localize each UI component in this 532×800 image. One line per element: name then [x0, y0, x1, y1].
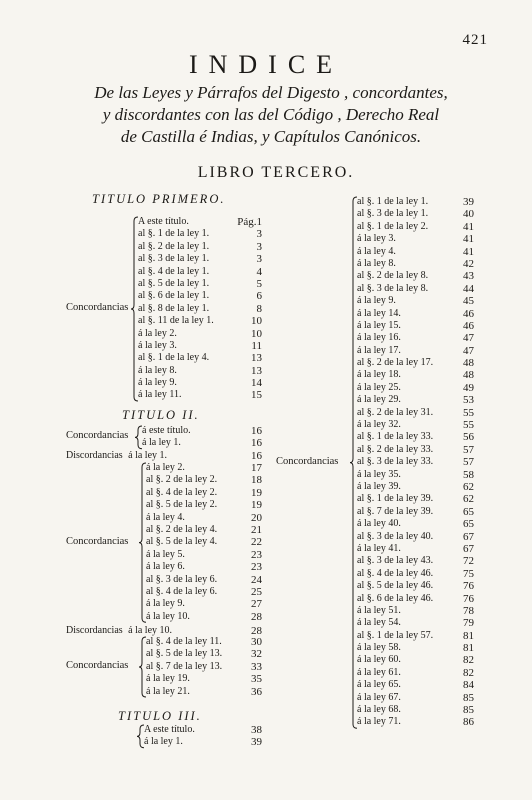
entry-text: á la ley 29.	[357, 394, 401, 406]
brace-glyph	[349, 196, 359, 729]
entry-text: al §. 1 de la ley 1.	[138, 228, 210, 240]
entry-text: al §. 6 de la ley 46.	[357, 592, 434, 604]
entry-text: al §. 8 de la ley 1.	[138, 302, 210, 314]
index-entry	[0, 531, 532, 543]
entry-text: al §. 3 de la ley 1.	[138, 253, 210, 265]
index-entry	[0, 580, 532, 592]
page-ref: 5	[256, 277, 262, 290]
page-ref: 38	[251, 724, 262, 736]
page-ref: 21	[251, 523, 262, 536]
entry-text: á la ley 1.	[142, 437, 181, 449]
index-entry	[0, 382, 532, 394]
entry-text: á la ley 68.	[357, 704, 401, 716]
page-ref: Pág.1	[237, 216, 262, 228]
page-ref: 65	[463, 505, 474, 518]
entry-text: á la ley 17.	[357, 344, 401, 356]
entry-text: á la ley 21.	[146, 685, 190, 697]
entry-text: á la ley 9.	[138, 377, 177, 389]
entry-text: á la ley 5.	[146, 548, 185, 560]
entry-text: á la ley 51.	[357, 604, 401, 616]
index-entry	[0, 593, 532, 605]
entry-text: á la ley 3.	[357, 233, 396, 245]
entry-text: á la ley 1.	[144, 736, 183, 748]
entry-text: al §. 1 de la ley 39.	[357, 493, 434, 505]
entry-text: á la ley 41.	[357, 542, 401, 554]
page-ref: 56	[463, 431, 474, 444]
entry-text: á la ley 32.	[357, 419, 401, 431]
index-entry	[0, 568, 532, 580]
index-entry	[0, 233, 532, 245]
index-entry	[0, 221, 532, 233]
page-ref: 43	[463, 270, 474, 283]
page-ref: 42	[463, 257, 474, 270]
titulo-primero-heading: TITULO PRIMERO.	[92, 192, 226, 206]
index-entry	[0, 407, 532, 419]
page-ref: 33	[251, 660, 262, 673]
titulo-iii-heading: TITULO III.	[118, 709, 202, 723]
page-ref: 85	[463, 691, 474, 704]
entry-text: al §. 4 de la ley 46.	[357, 567, 434, 579]
index-entry	[0, 481, 532, 493]
page-ref: 55	[463, 419, 474, 432]
page-ref: 39	[463, 196, 474, 208]
index-entry	[0, 642, 532, 654]
entry-text: á la ley 54.	[357, 617, 401, 629]
entry-text: al §. 2 de la ley 8.	[357, 270, 429, 282]
page-ref: 46	[463, 319, 474, 332]
entry-text: al §. 4 de la ley 11.	[146, 636, 222, 647]
entry-text: al §. 4 de la ley 1.	[138, 265, 210, 277]
entry-text: al §. 1 de la ley 57.	[357, 629, 434, 641]
entry-text: á la ley 10.	[146, 610, 190, 622]
page-ref: 11	[251, 339, 262, 352]
entry-text: á la ley 2.	[146, 462, 185, 473]
index-entry	[0, 308, 532, 320]
entry-text: al §. 1 de la ley 4.	[138, 352, 210, 364]
index-entry	[0, 543, 532, 555]
index-entry	[0, 617, 532, 629]
entry-text: á la ley 4.	[357, 245, 396, 257]
page-ref: 41	[463, 233, 474, 246]
entry-text: al §. 5 de la ley 46.	[357, 580, 434, 592]
page-ref: 79	[463, 617, 474, 630]
index-entry	[0, 667, 532, 679]
page-ref: 25	[251, 585, 262, 598]
group-label: Concordancias	[66, 535, 129, 547]
index-entry	[0, 704, 532, 716]
entry-text: al §. 2 de la ley 4.	[146, 523, 218, 535]
page-ref: 48	[463, 369, 474, 382]
entry-text: al §. 2 de la ley 2.	[146, 474, 218, 486]
index-entry	[0, 246, 532, 258]
entry-text: al §. 1 de la ley 2.	[357, 220, 429, 232]
page-ref: 46	[463, 307, 474, 320]
entry-text: al §. 2 de la ley 31.	[357, 406, 434, 418]
page-ref: 82	[463, 666, 474, 679]
entry-text: al §. 5 de la ley 13.	[146, 648, 223, 660]
page-ref: 16	[251, 425, 262, 437]
page-ref: 81	[463, 642, 474, 655]
page-ref: 14	[251, 377, 262, 390]
group-label: Concordancias	[66, 302, 129, 313]
page-ref: 20	[251, 511, 262, 524]
page-ref: 10	[251, 315, 262, 328]
page-ref: 40	[463, 208, 474, 221]
index-entry	[0, 630, 532, 642]
index-entry	[0, 394, 532, 406]
entry-text: á la ley 18.	[357, 369, 401, 381]
group-label: Concordancias	[66, 660, 129, 671]
index-entry	[0, 518, 532, 530]
index-entry	[0, 605, 532, 617]
page-ref: 44	[463, 282, 474, 295]
page-ref: 67	[463, 542, 474, 555]
subtitle-line: De las Leyes y Párrafos del Digesto , concordantes,	[94, 83, 448, 102]
entry-text: á la ley 67.	[357, 691, 401, 703]
entry-text: á la ley 4.	[146, 511, 185, 523]
page-ref: 8	[256, 302, 262, 315]
entry-text: al §. 2 de la ley 17.	[357, 357, 434, 369]
page-ref: 13	[251, 352, 262, 365]
page-ref: 62	[463, 480, 474, 493]
index-entry	[0, 555, 532, 567]
entry-text: á la ley 58.	[357, 642, 401, 654]
entry-text: á la ley 71.	[357, 716, 401, 728]
entry-text: á la ley 8.	[357, 257, 396, 269]
entry-text: á la ley 61.	[357, 666, 401, 678]
entry-text: á la ley 14.	[357, 307, 401, 319]
group-label: Concordancias	[276, 455, 339, 467]
entry-text: á la ley 40.	[357, 518, 401, 530]
entry-text: al §. 3 de la ley 1.	[357, 208, 429, 220]
page-ref: 18	[251, 474, 262, 487]
page-ref: 41	[463, 220, 474, 233]
page-ref: 27	[251, 598, 262, 611]
page-ref: 55	[463, 406, 474, 419]
page-ref: 28	[251, 610, 262, 623]
page-ref: 49	[463, 381, 474, 394]
entry-text: á la ley 8.	[138, 364, 177, 376]
entry-text: á la ley 35.	[357, 468, 401, 480]
page-number: 421	[462, 32, 488, 48]
page-ref: 30	[251, 636, 262, 648]
discordancias-label: Discordancias	[66, 625, 123, 636]
book-heading: LIBRO TERCERO.	[197, 164, 355, 181]
page-ref: 65	[463, 518, 474, 531]
page-ref: 3	[256, 228, 262, 241]
page-ref: 48	[463, 357, 474, 370]
page-ref: 41	[463, 245, 474, 258]
page-ref: 19	[251, 499, 262, 512]
page-ref: 10	[251, 327, 262, 340]
index-entry	[0, 679, 532, 691]
page-ref: 53	[463, 394, 474, 407]
index-entry	[0, 270, 532, 282]
page-ref: 47	[463, 344, 474, 357]
index-entry	[0, 456, 532, 468]
page-subtitle	[40, 82, 502, 148]
index-entry	[0, 320, 532, 332]
page-ref: 82	[463, 654, 474, 667]
page-ref: 19	[251, 486, 262, 499]
index-entry	[0, 419, 532, 431]
page-ref: 72	[463, 555, 474, 568]
entry-text: á la ley 3.	[138, 339, 177, 351]
page-ref: 57	[463, 456, 474, 469]
page-ref: 84	[463, 679, 474, 692]
entry-text: al §. 3 de la ley 43.	[357, 555, 434, 567]
entry-text: á la ley 19.	[146, 673, 190, 685]
entry-text: al §. 2 de la ley 1.	[138, 240, 210, 252]
group-label: Concordancias	[66, 430, 129, 442]
page-ref: 76	[463, 580, 474, 593]
entry-text: á la ley 15.	[357, 319, 401, 331]
index-entry	[0, 716, 532, 728]
page-ref: 76	[463, 592, 474, 605]
entry-text: al §. 4 de la ley 6.	[146, 585, 218, 597]
page-ref: 67	[463, 530, 474, 543]
index-entry	[0, 258, 532, 270]
index-entry	[0, 493, 532, 505]
index-entry	[0, 345, 532, 357]
page-ref: 86	[463, 716, 474, 729]
discordancias-label: Discordancias	[66, 450, 123, 461]
page-ref: 24	[251, 573, 262, 586]
entry-text: al §. 5 de la ley 4.	[146, 536, 218, 548]
entry-text: al §. 3 de la ley 40.	[357, 530, 434, 542]
page-ref: 3	[256, 253, 262, 266]
entry-text: á la ley 9.	[146, 598, 185, 610]
entry-text: al §. 1 de la ley 1.	[357, 196, 429, 207]
subtitle-line: de Castilla é Indias, y Capítulos Canónicos.	[120, 127, 422, 146]
page-ref: 35	[251, 673, 262, 686]
entry-text: á la ley 11.	[138, 389, 182, 401]
page-ref: 23	[251, 561, 262, 574]
discordancias-entry: á la ley 10.	[128, 625, 173, 636]
subtitle-line: y discordantes con las del Código , Derecho Real	[102, 105, 440, 124]
index-entry	[0, 444, 532, 456]
titulo-ii-heading: TITULO II.	[122, 408, 200, 422]
index-entry	[0, 332, 532, 344]
index-entry	[0, 357, 532, 369]
index-entry	[0, 736, 532, 748]
page-ref: 22	[251, 536, 262, 549]
index-entry	[0, 369, 532, 381]
page-title: INDICE	[188, 50, 344, 79]
page-ref: 75	[463, 567, 474, 580]
entry-text: al §. 5 de la ley 2.	[146, 499, 218, 511]
page-ref: 57	[463, 443, 474, 456]
page-ref: 81	[463, 629, 474, 642]
page-ref: 6	[256, 290, 262, 303]
page-ref: 47	[463, 332, 474, 345]
page-ref: 32	[251, 648, 262, 661]
entry-text: al §. 1 de la ley 33.	[357, 431, 434, 443]
entry-text: á la ley 9.	[357, 295, 396, 307]
entry-text: al §. 7 de la ley 39.	[357, 505, 434, 517]
page-ref: 62	[463, 493, 474, 506]
index-entry	[0, 469, 532, 481]
index-entry	[0, 692, 532, 704]
page-ref: 78	[463, 604, 474, 617]
entry-text: á la ley 25.	[357, 381, 401, 393]
entry-text: al §. 4 de la ley 2.	[146, 486, 218, 498]
entry-text: A este título.	[144, 724, 195, 735]
index-entry	[0, 431, 532, 443]
entry-text: á la ley 65.	[357, 679, 401, 691]
page-ref: 58	[463, 468, 474, 481]
page-ref: 23	[251, 548, 262, 561]
entry-text: al §. 7 de la ley 13.	[146, 660, 223, 672]
entry-text: al §. 2 de la ley 33.	[357, 443, 434, 455]
page-ref: 17	[251, 462, 262, 474]
entry-text: al §. 3 de la ley 6.	[146, 573, 218, 585]
discordancias-entry: á la ley 1.	[128, 450, 168, 461]
index-entry	[0, 506, 532, 518]
page-ref: 3	[256, 240, 262, 253]
page-ref: 28	[251, 625, 262, 637]
page-ref: 16	[251, 450, 262, 462]
entry-text: á la ley 39.	[357, 480, 401, 492]
entry-text: al §. 11 de la ley 1.	[138, 315, 214, 327]
entry-text: á la ley 60.	[357, 654, 401, 666]
entry-text: á la ley 2.	[138, 327, 177, 339]
page-ref: 4	[256, 265, 262, 278]
page-ref: 45	[463, 295, 474, 308]
titulo-iii-right-concordancias	[0, 196, 532, 729]
entry-text: á la ley 16.	[357, 332, 401, 344]
entry-text: al §. 3 de la ley 33.	[357, 456, 434, 468]
index-entry	[0, 654, 532, 666]
page-ref: 36	[251, 685, 262, 698]
entry-text: A este título.	[138, 216, 189, 227]
entry-text: al §. 5 de la ley 1.	[138, 277, 210, 289]
entry-text: á la ley 6.	[146, 561, 185, 573]
index-entry	[0, 295, 532, 307]
entry-text: al §. 6 de la ley 1.	[138, 290, 210, 302]
page-ref: 15	[251, 389, 262, 402]
page-ref: 39	[251, 736, 262, 749]
entry-text: al §. 3 de la ley 8.	[357, 282, 429, 294]
page-ref: 13	[251, 364, 262, 377]
index-entry	[0, 196, 532, 208]
page-ref: 16	[251, 437, 262, 450]
index-entry	[0, 283, 532, 295]
index-entry	[0, 208, 532, 220]
page-ref: 85	[463, 704, 474, 717]
entry-text: á este título.	[142, 425, 191, 436]
